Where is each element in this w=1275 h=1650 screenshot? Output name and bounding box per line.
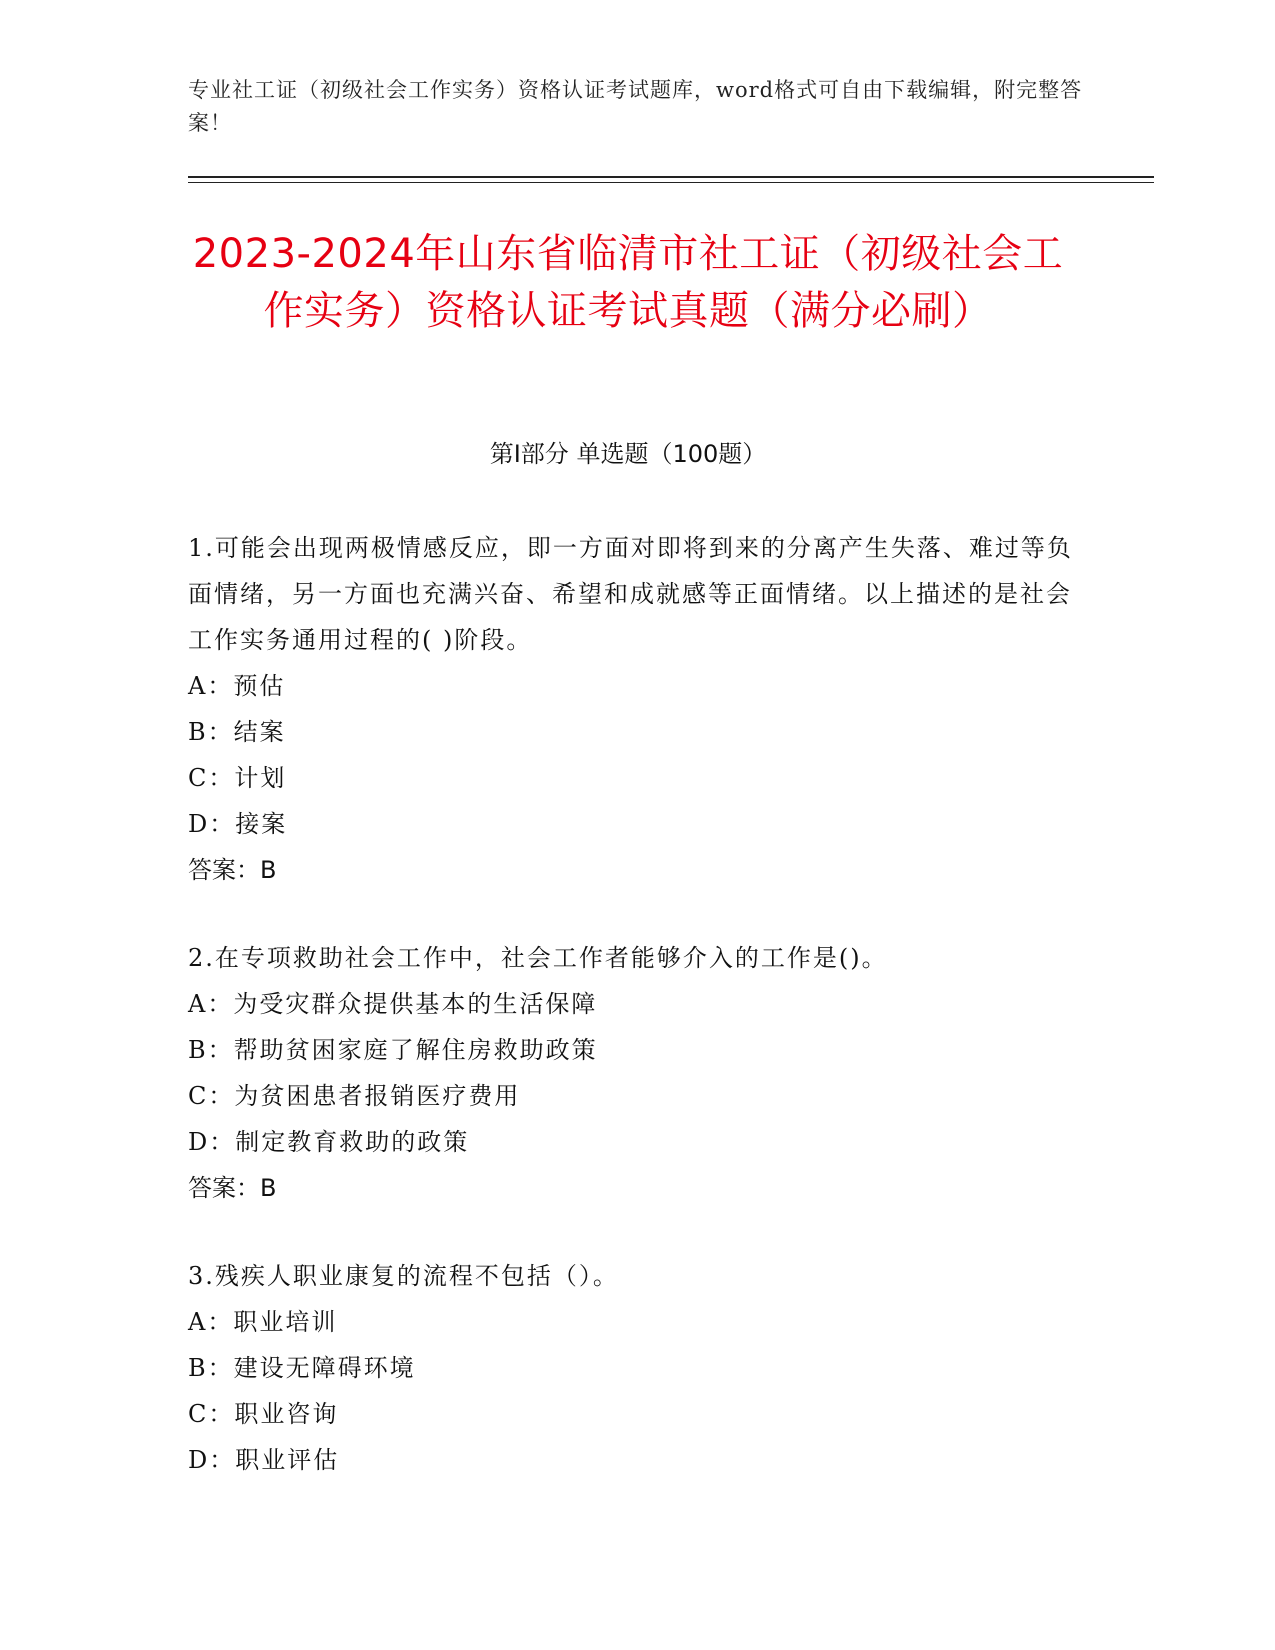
document-title: 2023-2024年山东省临清市社工证（初级社会工作实务）资格认证考试真题（满分必刷）: [192, 231, 1064, 334]
option-a: A：为受灾群众提供基本的生活保障: [188, 990, 598, 1018]
question-item: [188, 1253, 1078, 1483]
answer-line: 答案：B: [188, 1174, 277, 1202]
option-d: D：制定教育救助的政策: [188, 1128, 470, 1156]
question-stem: 3.残疾人职业康复的流程不包括（）。: [188, 1262, 619, 1290]
question-item: [188, 525, 1078, 893]
option-b: B：结案: [188, 718, 286, 746]
section-heading: 第I部分 单选题（100题）: [489, 440, 767, 468]
question-stem: 2.在专项救助社会工作中，社会工作者能够介入的工作是()。: [188, 944, 888, 972]
option-c: C：计划: [188, 764, 287, 792]
header-divider-thick: [188, 176, 1154, 178]
header-note: 专业社工证（初级社会工作实务）资格认证考试题库，word格式可自由下载编辑，附完整答案！: [188, 78, 1083, 135]
option-a: A：职业培训: [188, 1308, 338, 1336]
option-c: C：职业咨询: [188, 1400, 339, 1428]
header-divider-thin: [188, 182, 1154, 183]
option-a: A：预估: [188, 672, 286, 700]
option-d: D：职业评估: [188, 1446, 340, 1474]
question-item: [188, 935, 1078, 1211]
answer-line: 答案：B: [188, 856, 277, 884]
option-b: B：帮助贫困家庭了解住房救助政策: [188, 1036, 598, 1064]
question-stem: 1.可能会出现两极情感反应，即一方面对即将到来的分离产生失落、难过等负面情绪，另一方面也充满兴奋、希望和成就感等正面情绪。以上描述的是社会工作实务通用过程的( )阶段。: [188, 534, 1073, 654]
option-d: D：接案: [188, 810, 288, 838]
option-b: B：建设无障碍环境: [188, 1354, 416, 1382]
question-list: [188, 525, 1078, 1525]
option-c: C：为贫困患者报销医疗费用: [188, 1082, 521, 1110]
